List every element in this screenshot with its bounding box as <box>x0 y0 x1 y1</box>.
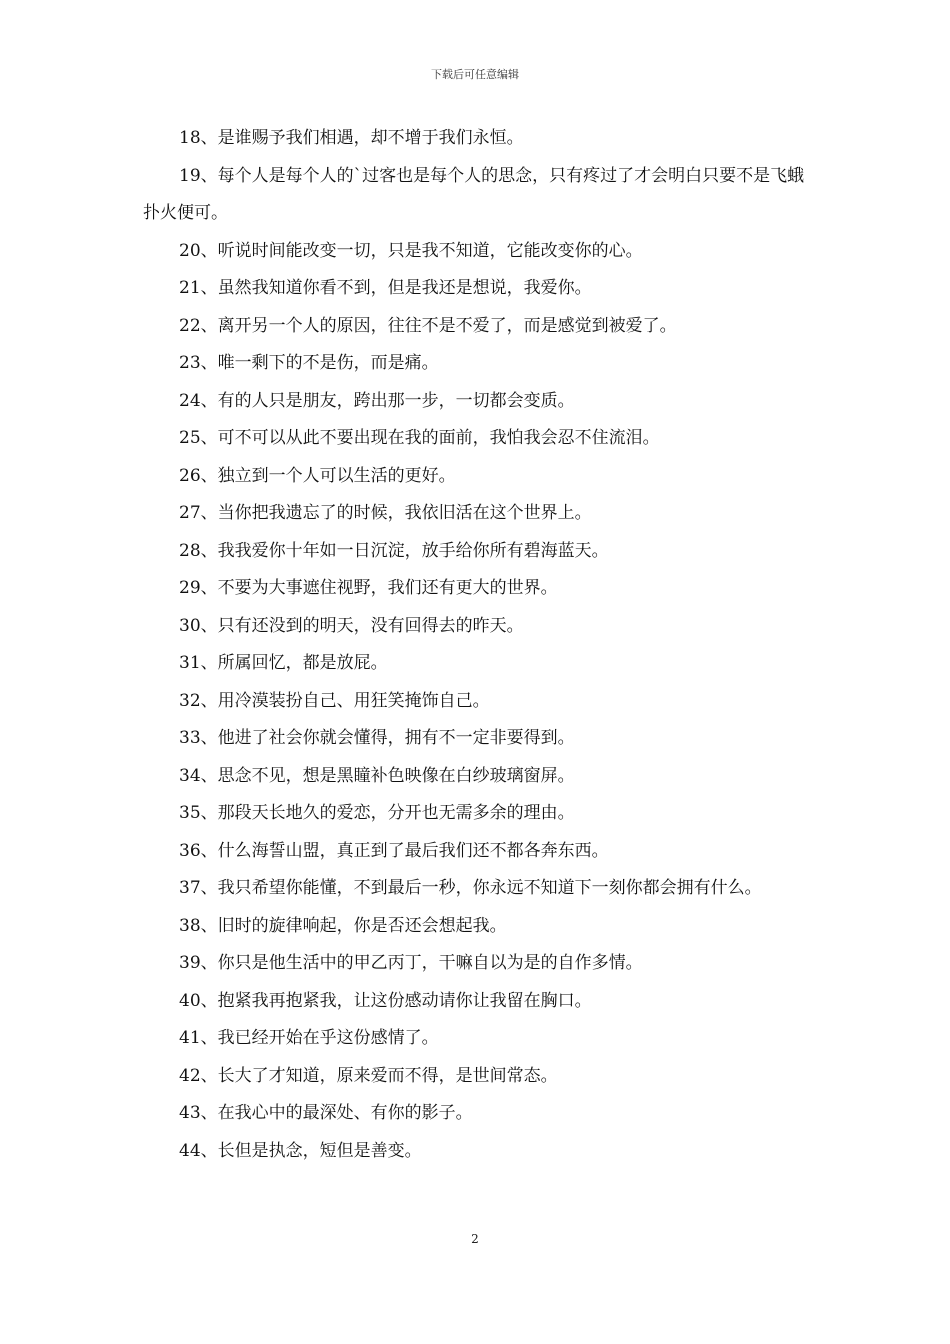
paragraph: 38、旧时的旋律响起，你是否还会想起我。 <box>179 915 507 936</box>
paragraph: 24、有的人只是朋友，跨出那一步，一切都会变质。 <box>179 390 575 411</box>
paragraph: 27、当你把我遗忘了的时候，我依旧活在这个世界上。 <box>179 503 592 523</box>
paragraph: 28、我我爱你十年如一日沉淀，放手给你所有碧海蓝天。 <box>179 540 609 561</box>
page-header: 下载后可任意编辑 <box>431 68 519 81</box>
paragraph: 37、我只希望你能懂，不到最后一秒，你永远不知道下一刻你都会拥有什么。 <box>179 878 762 898</box>
paragraph: 30、只有还没到的明天，没有回得去的昨天。 <box>179 615 524 636</box>
paragraph: 23、唯一剩下的不是伤，而是痛。 <box>179 353 439 373</box>
paragraph: 42、长大了才知道，原来爱而不得，是世间常态。 <box>179 1065 558 1086</box>
paragraph: 40、抱紧我再抱紧我，让这份感动请你让我留在胸口。 <box>179 990 592 1011</box>
paragraph: 43、在我心中的最深处、有你的影子。 <box>179 1103 473 1123</box>
paragraph: 36、什么海誓山盟，真正到了最后我们还不都各奔东西。 <box>179 840 609 861</box>
paragraph: 31、所属回忆，都是放屁。 <box>179 653 388 673</box>
paragraph: 19、每个人是每个人的`过客也是每个人的思念，只有疼过了才会明白只要不是飞蛾扑火便可。 <box>143 165 805 223</box>
paragraph: 34、思念不见，想是黑瞳补色映像在白纱玻璃窗屏。 <box>179 765 575 786</box>
paragraph: 32、用冷漠装扮自己、用狂笑掩饰自己。 <box>179 690 490 711</box>
paragraph: 26、独立到一个人可以生活的更好。 <box>179 465 456 486</box>
paragraph: 21、虽然我知道你看不到，但是我还是想说，我爱你。 <box>179 278 592 298</box>
paragraph: 20、听说时间能改变一切，只是我不知道，它能改变你的心。 <box>179 240 643 261</box>
paragraph: 41、我已经开始在乎这份感情了。 <box>179 1028 439 1048</box>
paragraph: 33、他进了社会你就会懂得，拥有不一定非要得到。 <box>179 728 575 748</box>
paragraph: 25、可不可以从此不要出现在我的面前，我怕我会忍不住流泪。 <box>179 428 660 448</box>
paragraph: 29、不要为大事遮住视野，我们还有更大的世界。 <box>179 578 558 598</box>
paragraph: 44、长但是执念，短但是善变。 <box>179 1140 422 1161</box>
paragraph: 39、你只是他生活中的甲乙丙丁，干嘛自以为是的自作多情。 <box>179 953 643 973</box>
document-body <box>143 120 811 1170</box>
page-number: 2 <box>471 1232 479 1246</box>
paragraph: 22、离开另一个人的原因，往往不是不爱了，而是感觉到被爱了。 <box>179 315 677 336</box>
paragraph: 35、那段天长地久的爱恋，分开也无需多余的理由。 <box>179 803 575 823</box>
paragraph: 18、是谁赐予我们相遇，却不增于我们永恒。 <box>179 128 524 148</box>
